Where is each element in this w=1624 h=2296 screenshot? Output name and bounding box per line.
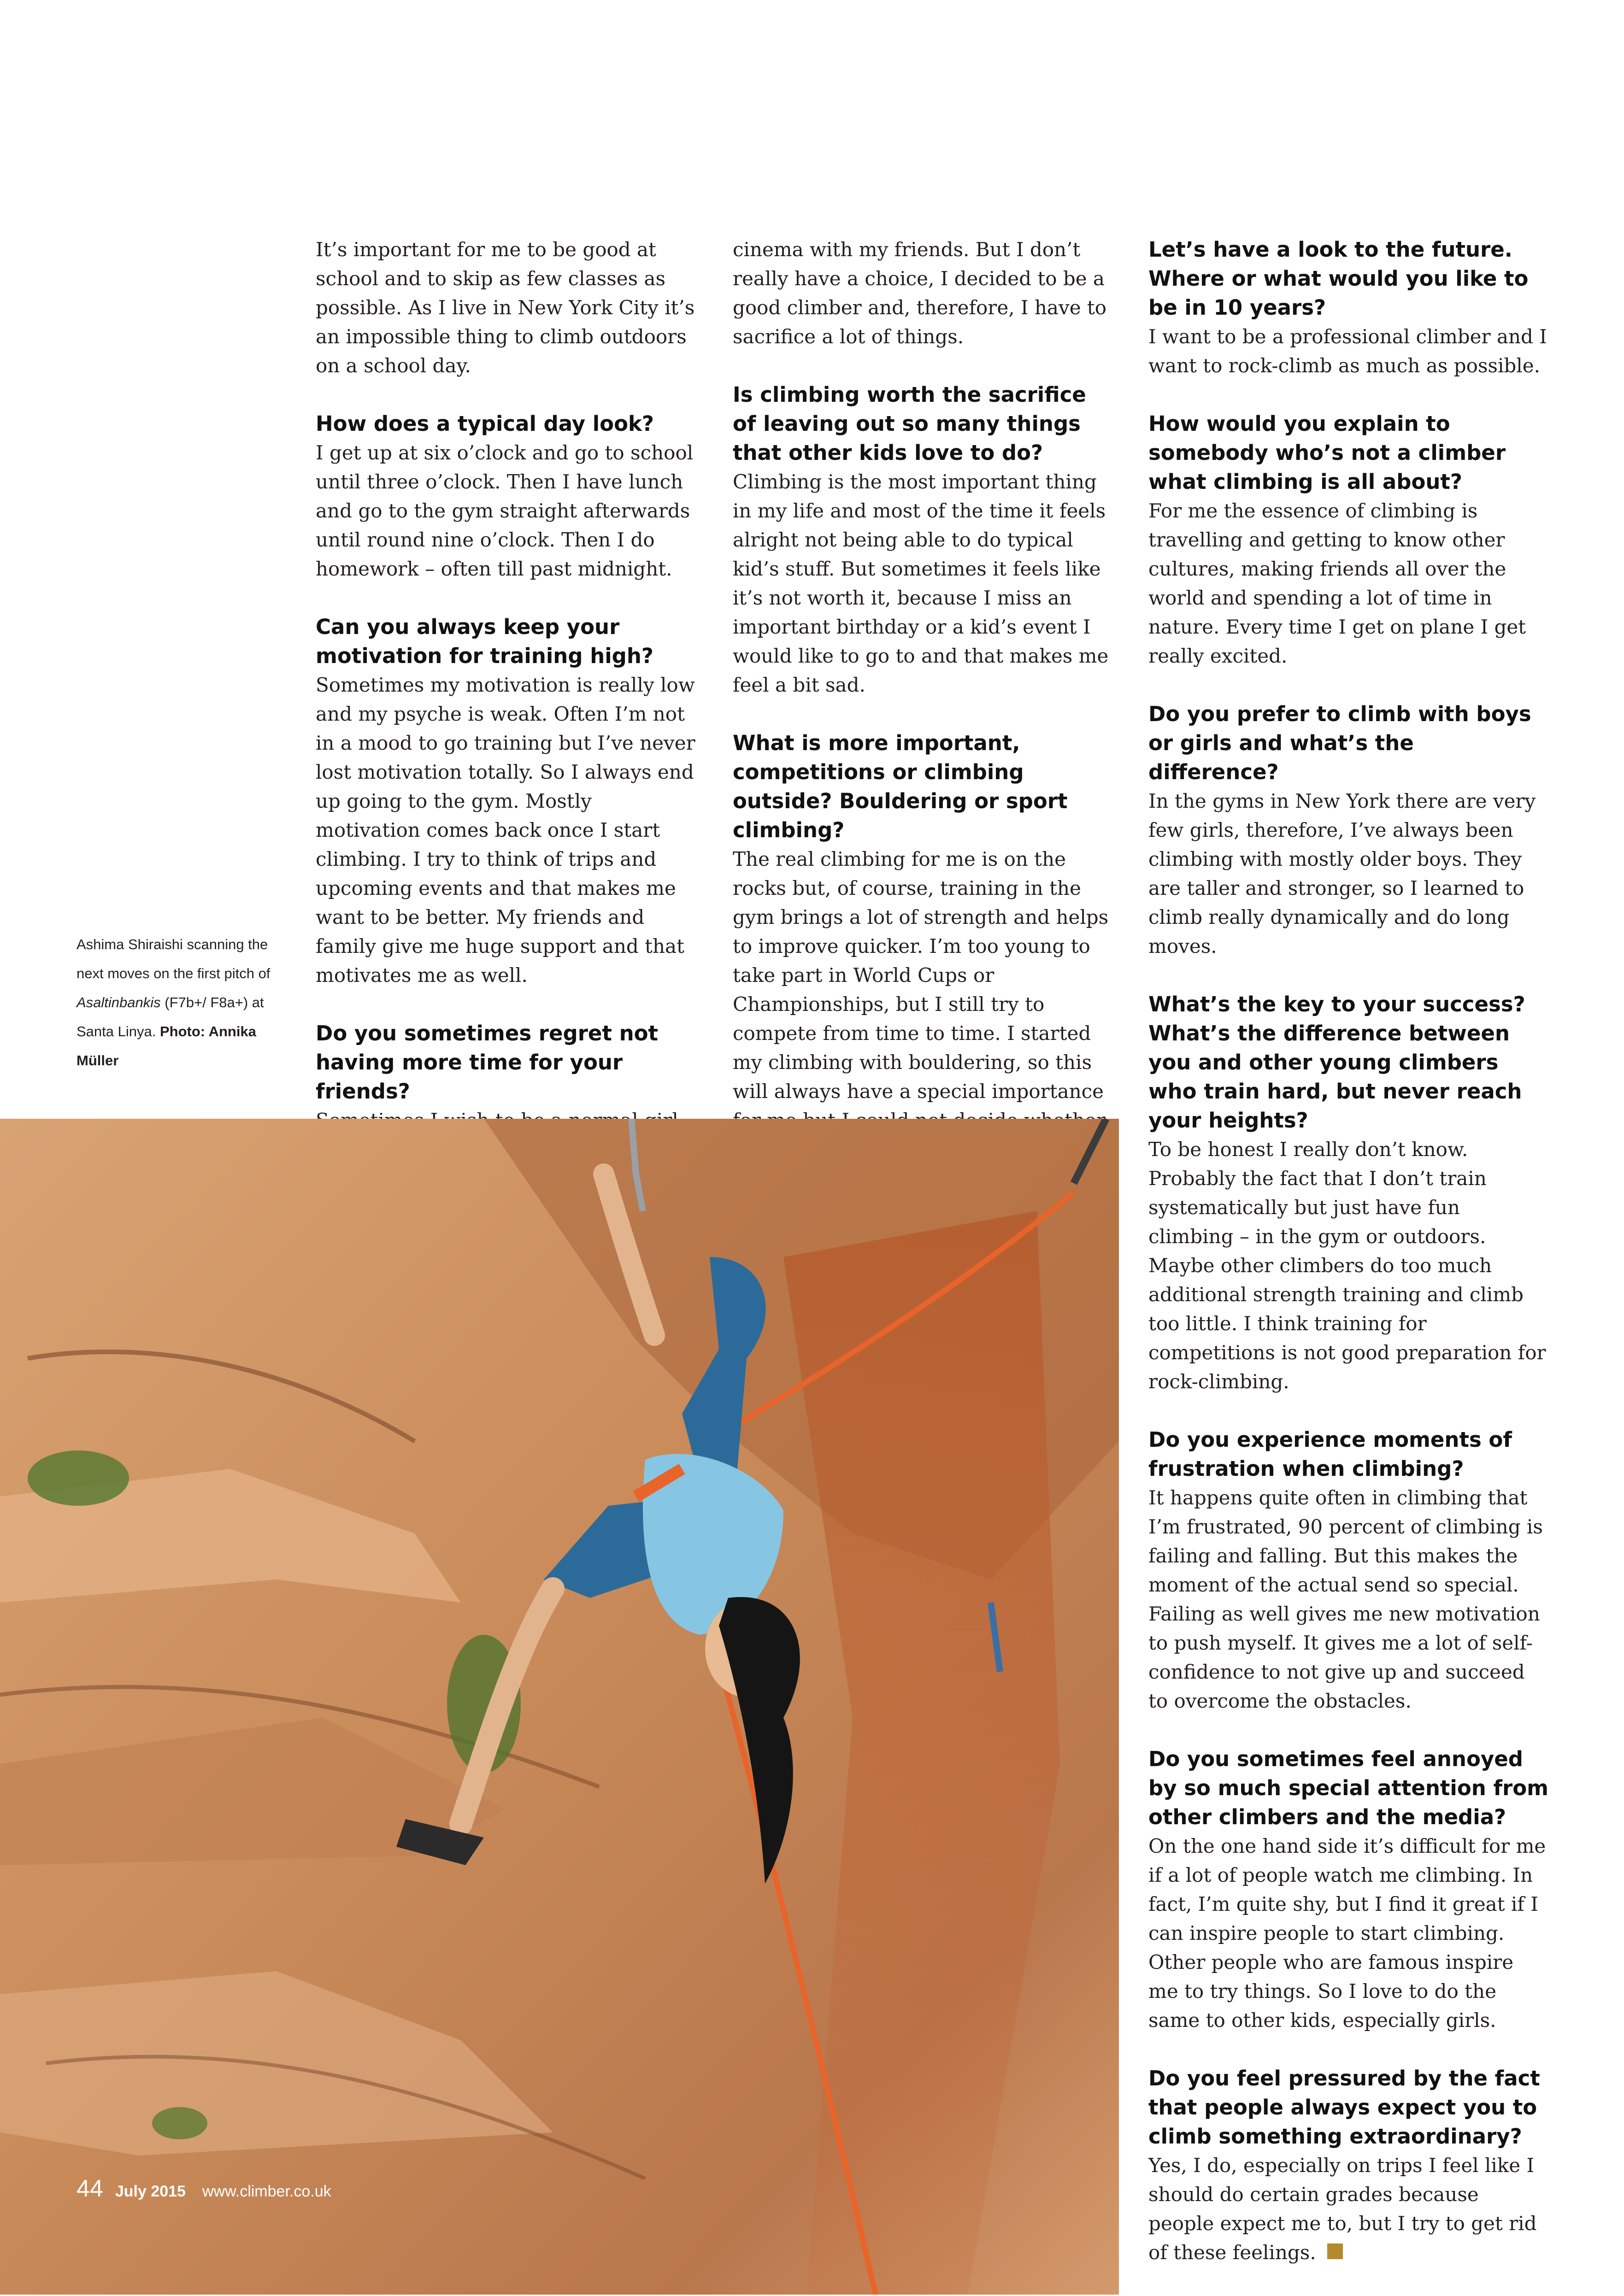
caption-route-name: Asaltinbankis bbox=[76, 994, 161, 1010]
answer-motivation: Sometimes my motivation is really low and my psyche is weak. Often I’m not in a mood to go training but I’ve never lost motivation totally. So I always end up going to the gym. Mostly motivation comes back once I start climbing. I try to think of trips and upcoming events and that makes me want to be better. My friends and family give me huge support and that motivates me as well. bbox=[316, 674, 695, 987]
page-footer bbox=[76, 2175, 331, 2202]
question-frustration: Do you experience moments of frustration when climbing? bbox=[1148, 1427, 1512, 1481]
question-competitions: What is more important, competitions or climbing outside? Bouldering or sport climbing? bbox=[733, 731, 1068, 842]
question-boys-or-girls: Do you prefer to climb with boys or girls and what’s the difference? bbox=[1148, 702, 1531, 784]
photo-caption bbox=[76, 930, 279, 1075]
answer-sacrifice: Climbing is the most important thing in my life and most of the time it feels alright not being able to do typical kid’s stuff. But sometimes it feels like it’s not worth it, because I miss an important birthday or a kid’s event I would like to go to and that makes me feel a bit sad. bbox=[733, 470, 1109, 696]
article-column-3 bbox=[1148, 235, 1549, 2296]
question-pressure: Do you feel pressured by the fact that people always expect you to climb something extraordinary? bbox=[1148, 2066, 1540, 2149]
caption-text: Ashima Shiraishi scanning the next moves on the first pitch of bbox=[76, 936, 271, 981]
question-typical-day: How does a typical day look? bbox=[316, 411, 654, 436]
page-number: 44 bbox=[76, 2175, 103, 2202]
answer-attention: On the one hand side it’s difficult for me if a lot of people watch me climbing. In fact, I’m quite shy, but I find it great if I can inspire people to start climbing. Other people who are famous inspire me to try things. So I love to do the same to other kids, especially girls. bbox=[1148, 1835, 1546, 2032]
climbing-photo bbox=[0, 1119, 1119, 2295]
question-key-to-success: What’s the key to your success? What’s the difference between you and other young climbers who train hard, but never reach your heights? bbox=[1148, 992, 1525, 1133]
question-regret: Do you sometimes regret not having more time for your friends? bbox=[316, 1021, 659, 1104]
website-url[interactable]: www.climber.co.uk bbox=[202, 2183, 331, 2200]
question-attention: Do you sometimes feel annoyed by so much special attention from other climbers and the media? bbox=[1148, 1747, 1549, 1829]
answer-competitions: The real climbing for me is on the rocks but, of course, training in the gym brings a lot of strength and helps to improve quicker. I’m too young to take part in World Cups or Championships, but I still try to compete from time to time. I started my climbing with bouldering, so this will always have a special importance bbox=[733, 848, 1109, 1103]
end-of-article-mark bbox=[1327, 2243, 1343, 2259]
moss-patch-3 bbox=[152, 2107, 207, 2139]
question-motivation: Can you always keep your motivation for training high? bbox=[316, 615, 654, 668]
question-sacrifice: Is climbing worth the sacrifice of leaving out so many things that other kids love to do? bbox=[733, 382, 1086, 465]
answer-pressure-wrap bbox=[1148, 2151, 1549, 2267]
caption-grade: (F7b+/ F8a+) at Santa Linya. bbox=[76, 994, 264, 1039]
article-column-2 bbox=[733, 235, 1115, 1222]
column-1-intro: It’s important for me to be good at school and to skip as few classes as possible. As I live in New York City it’s an impossible thing to climb outdoors on a school day. bbox=[316, 238, 695, 377]
question-explain-climbing: How would you explain to somebody who’s not a climber what climbing is all about? bbox=[1148, 411, 1506, 494]
column-2-continuation: cinema with my friends. But I don’t really have a choice, I decided to be a good climber and, therefore, I have to sacrifice a lot of things. bbox=[733, 238, 1107, 348]
answer-typical-day: I get up at six o’clock and go to school until three o’clock. Then I have lunch and go to the gym straight afterwards until round nine o’clock. Then I do homework – often till past midnight. bbox=[316, 441, 694, 580]
answer-future: I want to be a professional climber and I want to rock-climb as much as possible. bbox=[1148, 325, 1547, 377]
article-column-1 bbox=[316, 235, 698, 1222]
answer-frustration: It happens quite often in climbing that I’m frustrated, 90 percent of climbing is failing and falling. But this makes the moment of the actual send so special. Failing as well gives me new motivation to push myself. It gives me a lot of self-confidence to not give up and succeed to overcome the obstacles. bbox=[1148, 1486, 1543, 1712]
moss-patch-1 bbox=[28, 1450, 129, 1506]
answer-key-to-success: To be honest I really don’t know. Probably the fact that I don’t train systematically but just have fun climbing – in the gym or outdoors. Maybe other climbers do too much additional strength training and climb too little. I think training for competitions is not good preparation for rock-climbing. bbox=[1148, 1138, 1546, 1393]
caption-photo-credit: Photo: Annika Müller bbox=[76, 1023, 256, 1069]
issue-date: July 2015 bbox=[115, 2183, 186, 2200]
answer-boys-or-girls: In the gyms in New York there are very few girls, therefore, I’ve always been climbing with mostly older boys. They are taller and stronger, so I learned to climb really dynamically and do long moves. bbox=[1148, 790, 1536, 957]
answer-explain-climbing: For me the essence of climbing is travelling and getting to know other cultures, making friends all over the world and spending a lot of time in nature. Every time I get on plane I get really excited. bbox=[1148, 499, 1526, 667]
question-future: Let’s have a look to the future. Where or what would you like to be in 10 years? bbox=[1148, 237, 1529, 320]
answer-pressure: Yes, I do, especially on trips I feel like I should do certain grades because people expect me to, but I try to get rid of these feelings. bbox=[1148, 2154, 1537, 2264]
